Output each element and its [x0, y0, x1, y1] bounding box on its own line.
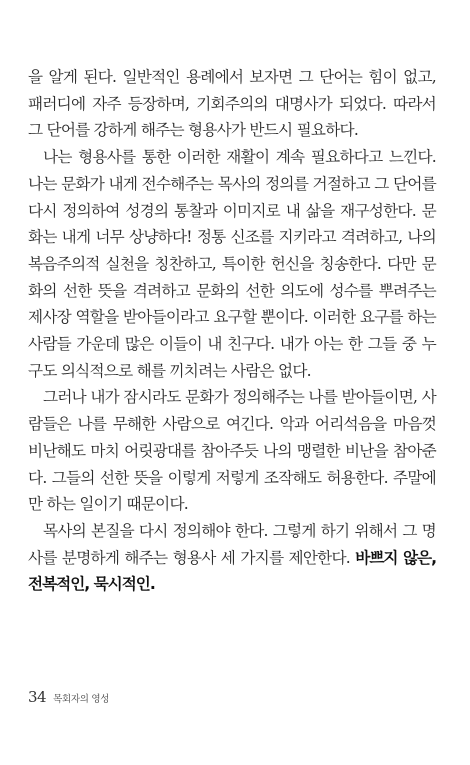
page-number: 34 [28, 688, 47, 706]
page-footer [28, 688, 109, 706]
body-text [28, 64, 436, 598]
paragraph-3: 그러나 내가 잠시라도 문화가 정의해주는 나를 받아들이면, 사람들은 나를 무해한 사람으로 여긴다. 악과 어리석음을 마음껏 비난해도 마치 어릿광대를 참아주듯 나의 맹렬한 비난을 참아준다. 그들의 선한 뜻을 이렇게 저렇게 조작해도 허용한다. 주말에만 하는 일이기 때문이다. [28, 388, 436, 514]
paragraph-1: 을 알게 된다. 일반적인 용례에서 보자면 그 단어는 힘이 없고, 패러디에 자주 등장하며, 기회주의의 대명사가 되었다. 따라서 그 단어를 강하게 해주는 형용사가 반드시 필요하다. [28, 68, 436, 140]
paragraph-4-text: 목사의 본질을 다시 정의해야 한다. 그렇게 하기 위해서 그 명사를 분명하게 해주는 형용사 세 가지를 제안한다. [28, 521, 436, 567]
paragraph-4 [28, 518, 436, 598]
running-title: 목회자의 영성 [53, 694, 110, 705]
emphasized-adjectives: 바쁘지 않은, 전복적인, 묵시적인. [28, 548, 436, 594]
paragraph-2: 나는 형용사를 통한 이러한 재활이 계속 필요하다고 느낀다. 나는 문화가 내게 전수해주는 목사의 정의를 거절하고 그 단어를 다시 정의하여 성경의 통찰과 이미지로 내 삶을 재구성한다. 문화는 내게 너무 상냥하다! 정통 신조를 지키라고 격려하고, 나의 복음주의적 실천을 칭찬하고, 특이한 헌신을 칭송한다. 다만 문화의 선한 뜻을 격려하고 문화의 선한 의도에 성수를 뿌려주는 제사장 역할을 받아들이라고 요구할 뿐이다. 이러한 요구를 하는 사람들 가운데 많은 이들이 내 친구다. 내가 아는 한 그들 중 누구도 의식적으로 해를 끼치려는 사람은 없다. [28, 148, 436, 380]
